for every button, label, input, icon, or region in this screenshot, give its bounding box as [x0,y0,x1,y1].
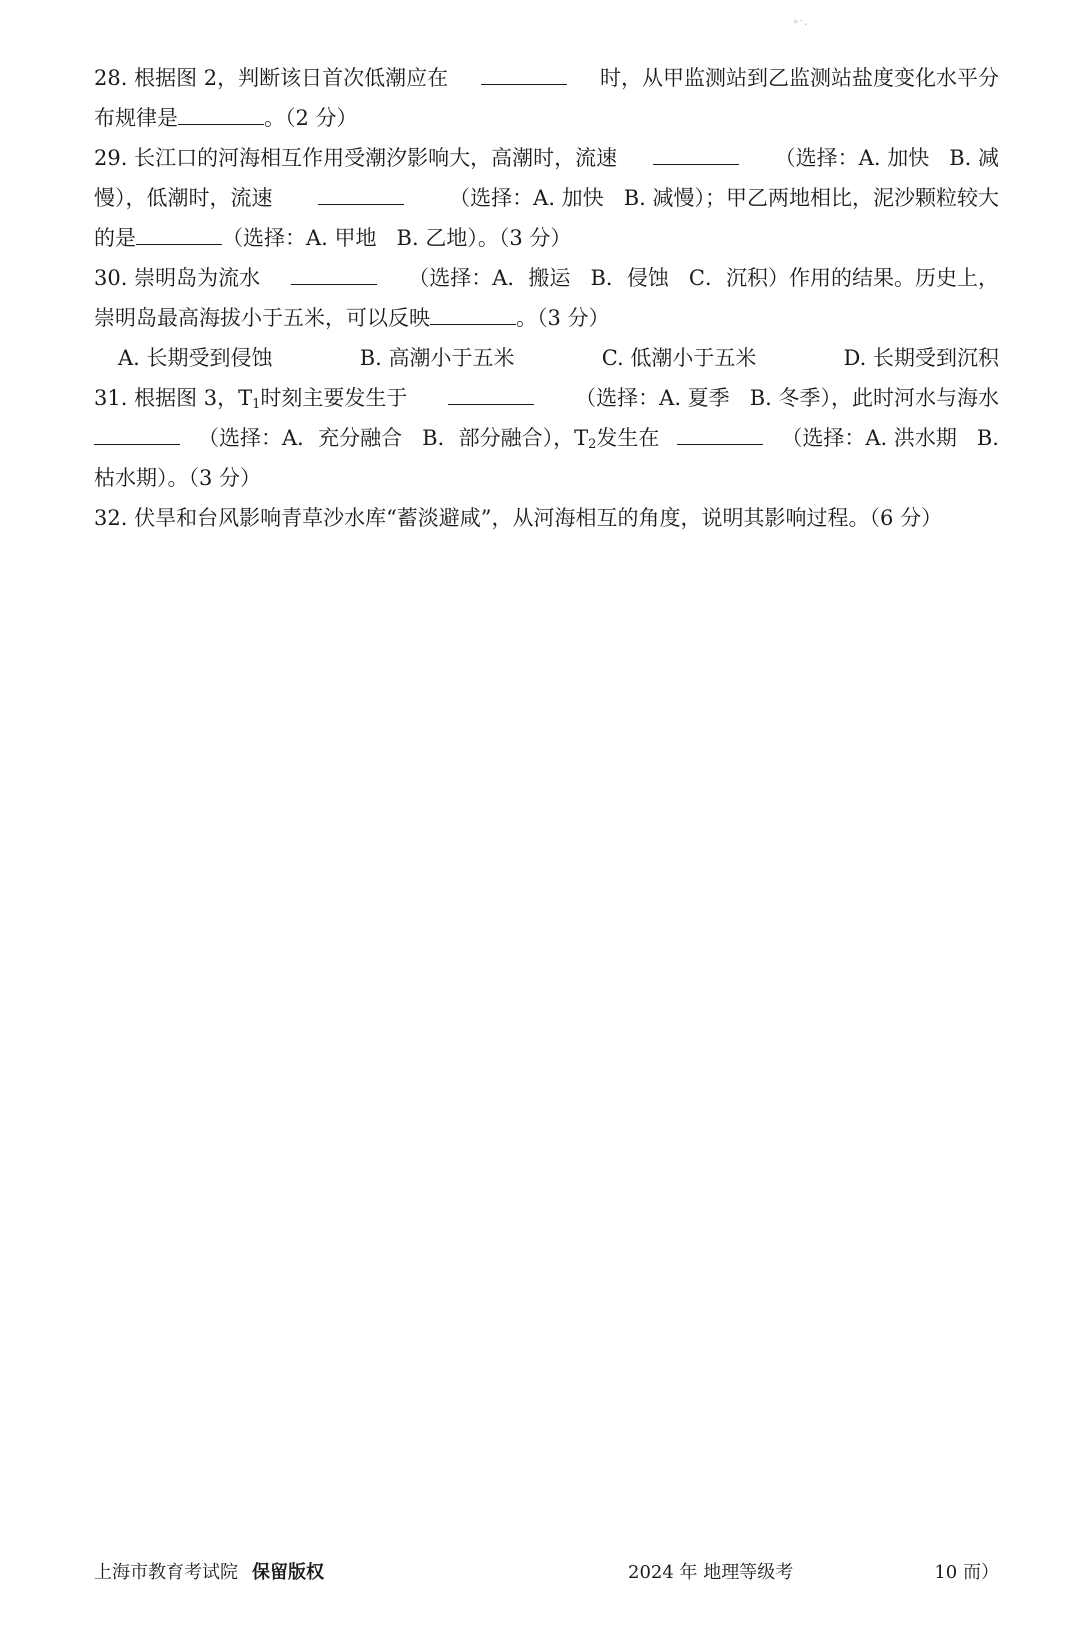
answer-blank[interactable] [448,380,534,405]
q29-line-1 [94,138,999,178]
q28-text-1b: 时，从甲监测站到乙监测站盐度变化水平分 [599,66,999,90]
q30-options [94,338,999,378]
option-d: D. 长期受到沉积 [843,346,999,370]
q31-line-2 [94,418,999,458]
answer-blank[interactable] [481,60,567,85]
q32-line-1 [94,498,999,538]
q30-text-1b: （选择：A．搬运 B．侵蚀 C．沉积）作用的结果。历史上， [408,266,999,290]
q29-text-3a: 的是 [94,226,136,250]
answer-blank[interactable] [653,140,739,165]
q28-line-1 [94,58,999,98]
q29-text-1a: 29. 长江口的河海相互作用受潮汐影响大，高潮时，流速 [94,146,618,170]
q29-line-3 [94,218,999,258]
q28-line-2 [94,98,999,138]
q31-text-1a: 31. 根据图 3，$T_1$时刻主要发生于 [94,386,408,412]
q29-line-2 [94,178,999,218]
footer-page-number: 10 而） [934,1562,999,1583]
option-a: A. 长期受到侵蚀 [118,346,273,370]
page-footer [94,1558,999,1588]
answer-blank[interactable] [136,220,222,245]
q32-text: 32. 伏旱和台风影响青草沙水库“蓄淡避咸”，从河海相互的角度，说明其影响过程。（6 分） [94,506,943,530]
answer-blank[interactable] [178,100,264,125]
q28-text-2a: 布规律是 [94,106,178,130]
q31-text-3: 枯水期）。（3 分） [94,466,262,490]
option-b: B. 高潮小于五米 [359,346,515,370]
question-block [94,58,999,538]
option-c: C. 低潮小于五米 [601,346,757,370]
q30-text-1a: 30. 崇明岛为流水 [94,266,261,290]
q30-line-1 [94,258,999,298]
q29-text-2a: 慢），低潮时，流速 [94,186,273,210]
q29-text-2b: （选择：A. 加快 B. 减慢）；甲乙两地相比，泥沙颗粒较大 [449,186,999,210]
corner-mark: °˙· [793,18,808,31]
q30-text-2a: 崇明岛最高海拔小于五米，可以反映 [94,306,430,330]
answer-blank[interactable] [94,420,180,445]
copyright-notice: 保留版权 [252,1562,324,1583]
footer-publisher [94,1558,324,1584]
q28-text-2b: 。（2 分） [264,106,358,130]
answer-blank[interactable] [318,180,404,205]
q31-text-2c: （选择：A. 洪水期 B. [781,426,999,450]
footer-exam-title: 2024 年 地理等级考 [628,1562,794,1583]
answer-blank[interactable] [677,420,763,445]
q30-text-2b: 。（3 分） [516,306,610,330]
q30-line-2 [94,298,999,338]
q31-text-2a: （选择：A．充分融合 B．部分融合），$T_2$发生在 [197,426,660,452]
publisher-name: 上海市教育考试院 [94,1562,238,1583]
answer-blank[interactable] [291,260,377,285]
q28-text-1a: 28. 根据图 2，判断该日首次低潮应在 [94,66,449,90]
q31-text-1c: （选择：A. 夏季 B. 冬季），此时河水与海水 [575,386,999,410]
answer-blank[interactable] [430,300,516,325]
q31-line-1 [94,378,999,418]
q29-text-3b: （选择：A. 甲地 B. 乙地）。（3 分） [222,226,572,250]
q29-text-1b: （选择：A. 加快 B. 减 [774,146,999,170]
